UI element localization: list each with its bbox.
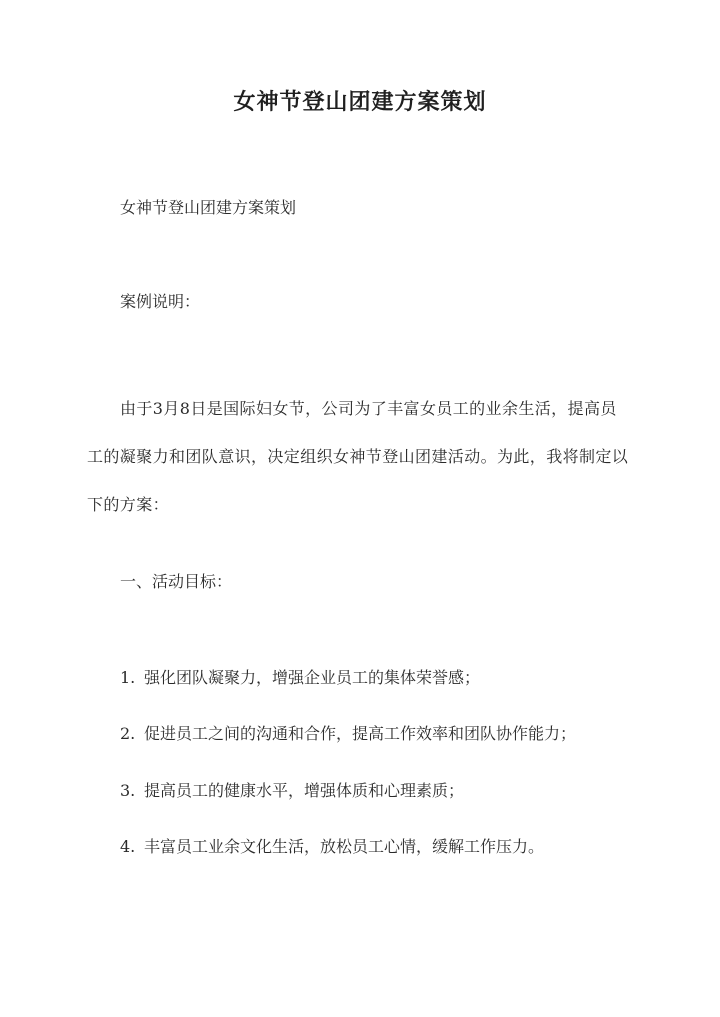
document-subtitle: 女神节登山团建方案策划 [120, 198, 297, 217]
case-description-label: 案例说明： [120, 292, 201, 311]
intro-paragraph: 由于3月8日是国际妇女节，公司为了丰富女员工的业余生活，提高员工的凝聚力和团队意识，决定组织女神节登山团建活动。为此，我将制定以下的方案： [87, 399, 629, 514]
goal-item-4 [120, 835, 544, 859]
goal-item-2 [120, 722, 576, 746]
goal-number: 1. [120, 668, 136, 687]
goal-item-3 [120, 779, 464, 803]
document-title: 女神节登山团建方案策划 [233, 89, 487, 115]
goal-text: 促进员工之间的沟通和合作，提高工作效率和团队协作能力； [144, 724, 577, 743]
goal-text: 丰富员工业余文化生活，放松员工心情，缓解工作压力。 [144, 837, 545, 856]
goal-text: 提高员工的健康水平，增强体质和心理素质； [144, 781, 465, 800]
goal-text: 强化团队凝聚力，增强企业员工的集体荣誉感； [144, 668, 481, 687]
goal-number: 2. [120, 724, 136, 743]
goal-item-1 [120, 666, 480, 690]
section-heading-goals: 一、活动目标： [120, 572, 233, 591]
goal-number: 3. [120, 781, 136, 800]
goal-number: 4. [120, 837, 136, 856]
